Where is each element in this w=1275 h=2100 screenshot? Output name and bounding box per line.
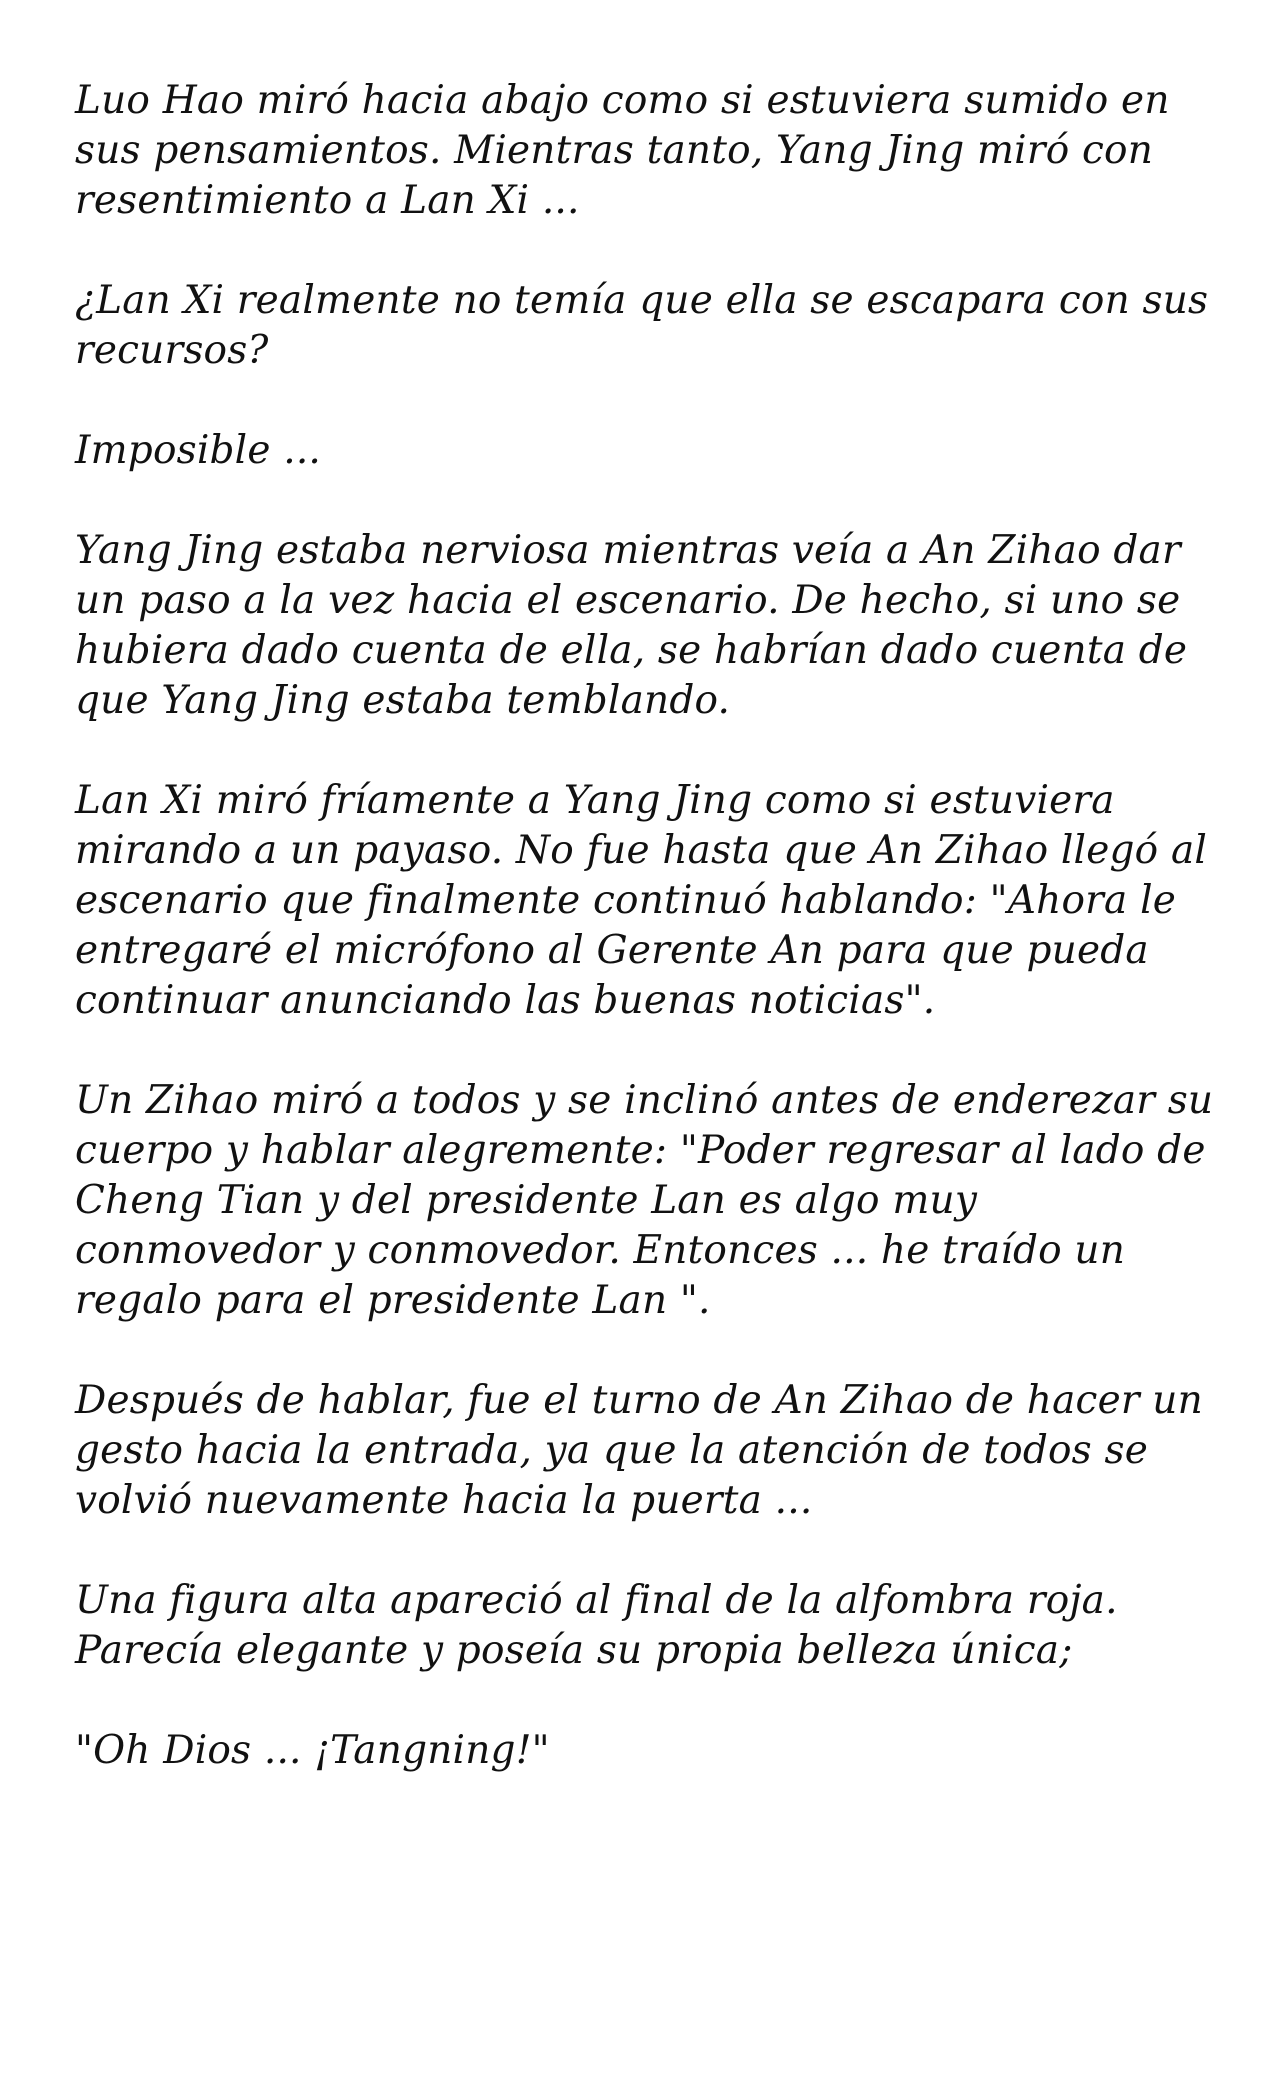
paragraph-9: "Oh Dios ... ¡Tangning!"	[75, 1728, 550, 1773]
paragraph-6: Un Zihao miró a todos y se inclinó antes de enderezar su cuerpo y hablar alegremente: "Poder regresar al lado de Cheng Tian y del presidente Lan es algo muy conmovedor y conmovedor. Entonces ... he traído un regalo para el presidente Lan ".	[75, 1078, 1214, 1323]
paragraph-7: Después de hablar, fue el turno de An Zihao de hacer un gesto hacia la entrada, ya que la atención de todos se volvió nuevamente hacia la puerta ...	[75, 1378, 1203, 1523]
paragraph-4: Yang Jing estaba nerviosa mientras veía a An Zihao dar un paso a la vez hacia el escenario. De hecho, si uno se hubiera dado cuenta de ella, se habrían dado cuenta de que Yang Jing estaba temblando.	[75, 528, 1188, 723]
paragraph-3: Imposible ...	[75, 428, 322, 473]
paragraph-8: Una figura alta apareció al final de la alfombra roja. Parecía elegante y poseía su propia belleza única;	[75, 1578, 1118, 1673]
paragraph-1: Luo Hao miró hacia abajo como si estuviera sumido en sus pensamientos. Mientras tanto, Yang Jing miró con resentimiento a Lan Xi ...	[75, 78, 1170, 223]
paragraph-5: Lan Xi miró fríamente a Yang Jing como si estuviera mirando a un payaso. No fue hasta que An Zihao llegó al escenario que finalmente continuó hablando: "Ahora le entregaré el micrófono al Gerente An para que pueda continuar anunciando las buenas noticias".	[75, 778, 1208, 1023]
paragraph-2: ¿Lan Xi realmente no temía que ella se escapara con sus recursos?	[75, 278, 1209, 373]
